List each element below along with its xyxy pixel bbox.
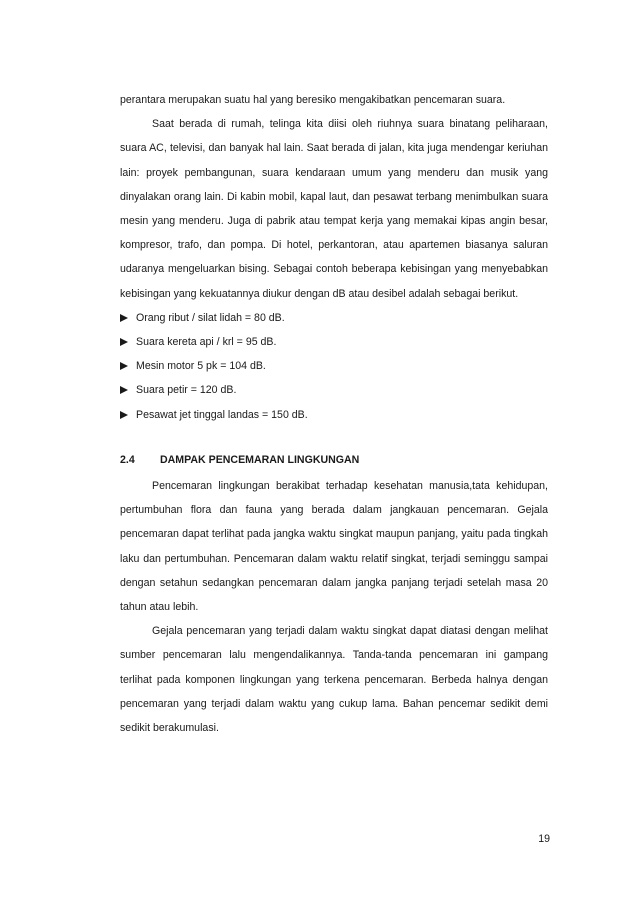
section-paragraph-2: Gejala pencemaran yang terjadi dalam waktu singkat dapat diatasi dengan melihat sumber pencemaran lalu mengendalikannya. Tanda-tanda pencemaran ini gampang terlihat pada komponen lingkungan yang terkena pencemaran. Berbeda halnya dengan pencemaran yang terjadi dalam waktu yang cukup lama. Bahan pencemar sedikit demi sedikit berakumulasi. [120, 625, 548, 735]
list-item-text: Mesin motor 5 pk = 104 dB. [136, 360, 266, 373]
list-item [120, 330, 548, 354]
list-item-text: Orang ribut / silat lidah = 80 dB. [136, 311, 285, 324]
arrow-bullet-icon [120, 314, 128, 322]
intro-continuation: perantara merupakan suatu hal yang beresiko mengakibatkan pencemaran suara. [120, 94, 506, 106]
list-item-text: Suara kereta api / krl = 95 dB. [136, 336, 277, 349]
arrow-bullet-icon [120, 411, 128, 419]
arrow-bullet-icon [120, 386, 128, 394]
section-heading [120, 448, 548, 472]
arrow-bullet-icon [120, 362, 128, 370]
list-item [120, 378, 548, 402]
list-item-text: Suara petir = 120 dB. [136, 384, 237, 397]
noise-level-list [120, 306, 548, 427]
list-item [120, 354, 548, 378]
arrow-bullet-icon [120, 338, 128, 346]
list-item [120, 306, 548, 330]
intro-paragraph: Saat berada di rumah, telinga kita diisi oleh riuhnya suara binatang peliharaan, suara AC, televisi, dan banyak hal lain. Saat berada di jalan, kita juga mendengar keriuhan lain: proyek pembangunan, suara kendaraan umum yang menderu dan musik yang dinyalakan orang lain. Di kabin mobil, kapal laut, dan pesawat terbang menimbulkan suara mesin yang menderu. Juga di pabrik atau tempat kerja yang memakai kipas angin besar, kompresor, trafo, dan pompa. Di hotel, perkantoran, atau apartemen biasanya saluran udaranya mengeluarkan bising. Sebagai contoh beberapa kebisingan yang menyebabkan kebisingan yang kekuatannya diukur dengan dB atau desibel adalah sebagai berikut. [120, 118, 548, 300]
list-item [120, 403, 548, 427]
list-item-text: Pesawat jet tinggal landas = 150 dB. [136, 408, 308, 421]
section-title: DAMPAK PENCEMARAN LINGKUNGAN [160, 453, 360, 466]
page-number: 19 [538, 833, 550, 845]
section-number: 2.4 [120, 453, 135, 466]
section-paragraph-1: Pencemaran lingkungan berakibat terhadap kesehatan manusia,tata kehidupan, pertumbuhan flora dan fauna yang berada dalam jangkauan pencemaran. Gejala pencemaran dapat terlihat pada jangka waktu singkat maupun panjang, yaitu pada tingkah laku dan pertumbuhan. Pencemaran dalam waktu relatif singkat, terjadi seminggu sampai dengan setahun sedangkan pencemaran dalam jangka panjang terjadi setelah masa 20 tahun atau lebih. [120, 480, 548, 614]
page-content [120, 88, 548, 740]
